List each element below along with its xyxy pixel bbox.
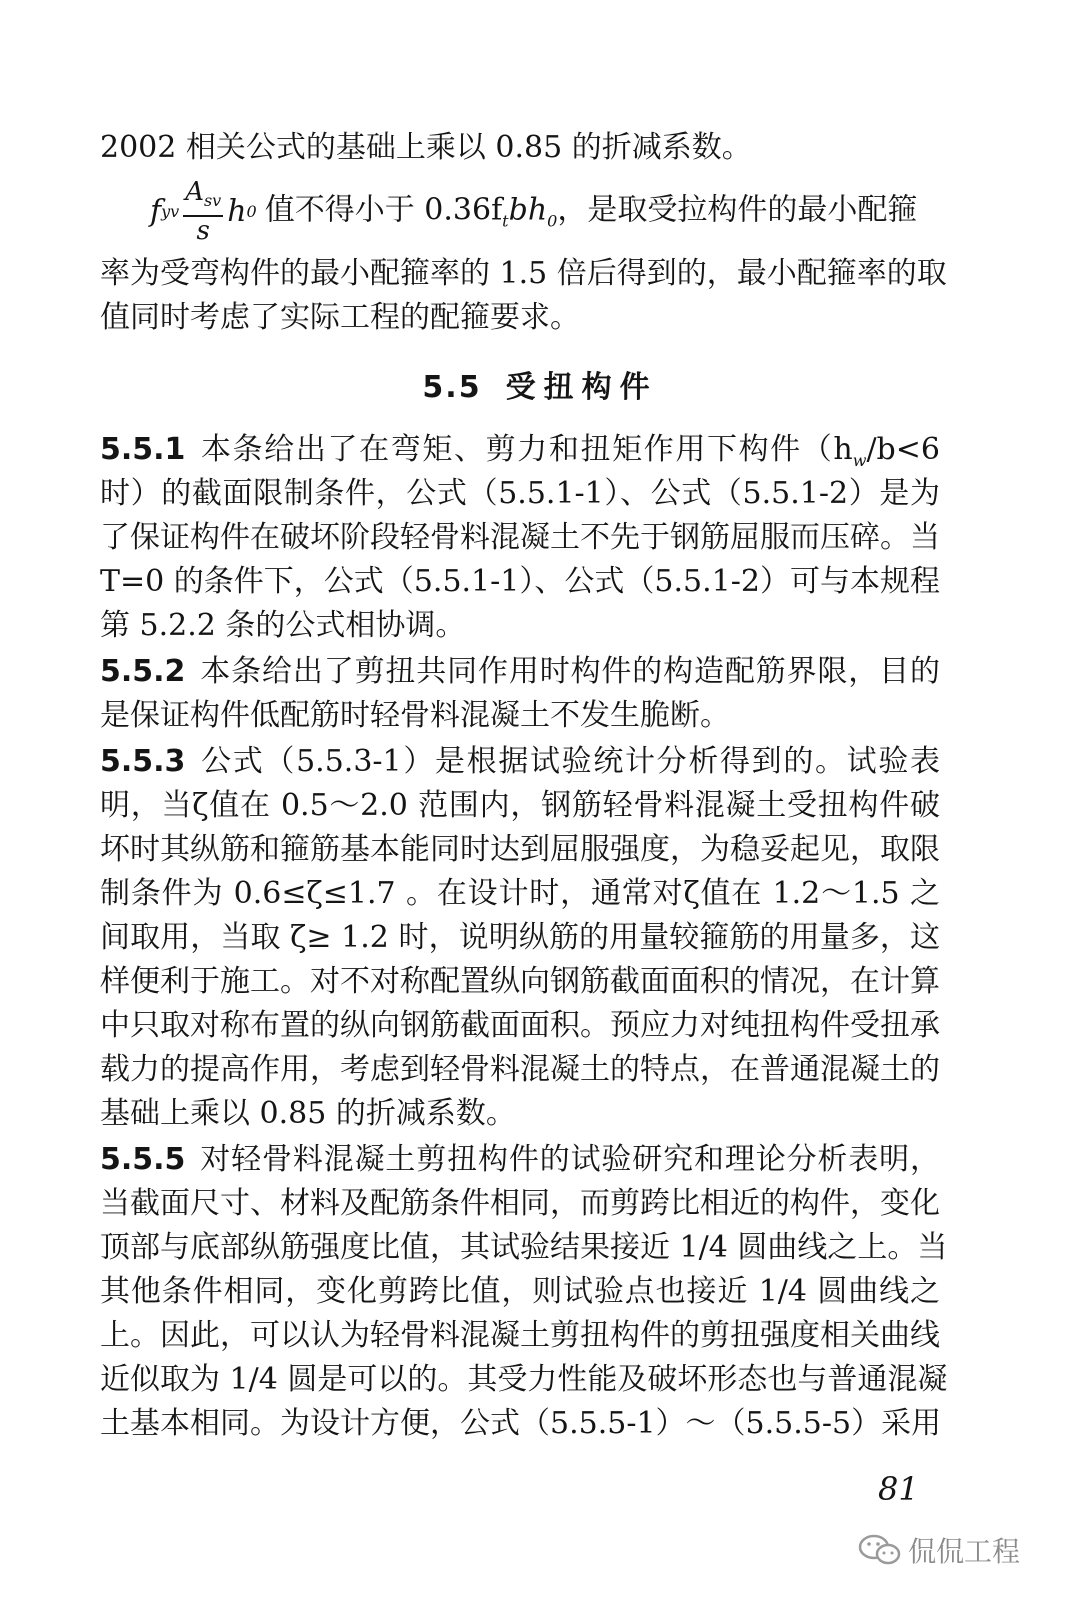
- clause-553-line-2: 明，当ζ值在 0.5～2.0 范围内，钢筋轻骨料混凝土受扭构件破: [100, 788, 940, 823]
- formula-rest2-sub: 0: [547, 211, 558, 231]
- page-number: 81: [878, 1470, 919, 1508]
- clause-555-line-5: 上。因此，可以认为轻骨料混凝土剪扭构件的剪扭强度相关曲线: [100, 1318, 940, 1353]
- clause-number: 5.5.2: [100, 654, 186, 689]
- formula-f-sub: yv: [161, 201, 180, 221]
- watermark: [858, 1530, 1020, 1570]
- formula-rest-sub: t: [502, 211, 509, 231]
- formula-numerator: [183, 178, 223, 217]
- formula-rest: 值不得小于 0.36f: [264, 192, 503, 228]
- clause-553-line-1: [100, 740, 940, 784]
- formula-line: [150, 178, 940, 245]
- formula-fraction: [183, 178, 223, 245]
- intro-line-3: 率为受弯构件的最小配箍率的 1.5 倍后得到的，最小配箍率的取: [100, 256, 947, 291]
- clause-553-line-5: 间取用，当取 ζ≥ 1.2 时，说明纵筋的用量较箍筋的用量多，这: [100, 920, 940, 955]
- clause-555-line-4: 其他条件相同，变化剪跨比值，则试验点也接近 1/4 圆曲线之: [100, 1274, 940, 1309]
- section-heading: [0, 362, 1080, 406]
- clause-555-line-6: 近似取为 1/4 圆是可以的。其受力性能及破坏形态也与普通混凝: [100, 1362, 948, 1397]
- clause-553-line-8: 载力的提高作用，考虑到轻骨料混凝土的特点，在普通混凝土的: [100, 1052, 940, 1087]
- intro-line-4: 值同时考虑了实际工程的配箍要求。: [100, 300, 580, 335]
- formula: [150, 178, 257, 245]
- formula-denominator: s: [196, 216, 210, 247]
- clause-551-line-5: 第 5.2.2 条的公式相协调。: [100, 608, 466, 643]
- clause-number: 5.5.5: [100, 1142, 186, 1177]
- formula-h: h: [227, 193, 247, 229]
- section-number: 5.5: [422, 370, 482, 405]
- formula-f: f: [150, 193, 162, 229]
- clause-number: 5.5.1: [100, 432, 186, 467]
- clause-551-line-4: T=0 的条件下，公式（5.5.1-1）、公式（5.5.1-2）可与本规程: [100, 564, 940, 599]
- clause-text: 对轻骨料混凝土剪扭构件的试验研究和理论分析表明，: [199, 1142, 940, 1177]
- clause-553-line-3: 坏时其纵筋和箍筋基本能同时达到屈服强度，为稳妥起见，取限: [100, 832, 940, 867]
- clause-551-line-2: 时）的截面限制条件，公式（5.5.1-1）、公式（5.5.1-2）是为: [100, 476, 940, 511]
- formula-h-sub: 0: [246, 201, 257, 221]
- formula-rest2: bh: [508, 192, 548, 228]
- clause-553-line-7: 中只取对称布置的纵向钢筋截面面积。预应力对纯扭构件受扭承: [100, 1008, 940, 1043]
- clause-553-line-9: 基础上乘以 0.85 的折减系数。: [100, 1096, 516, 1131]
- clause-text: 公式（5.5.3-1）是根据试验统计分析得到的。试验表: [199, 744, 940, 779]
- formula-a: A: [185, 177, 204, 207]
- clause-number: 5.5.3: [100, 744, 186, 779]
- clause-text: 本条给出了在弯矩、剪力和扭矩作用下构件（h: [199, 432, 853, 467]
- watermark-text: 侃侃工程: [908, 1535, 1021, 1568]
- intro-line-1: 2002 相关公式的基础上乘以 0.85 的折减系数。: [100, 130, 752, 165]
- section-title: 受扭构件: [505, 370, 658, 405]
- clause-555-line-7: 土基本相同。为设计方便，公式（5.5.5-1）～（5.5.5-5）采用: [100, 1406, 942, 1441]
- clause-555-line-1: [100, 1138, 940, 1182]
- clause-552-line-1: [100, 650, 940, 694]
- clause-551-line-3: 了保证构件在破坏阶段轻骨料混凝土不先于钢筋屈服而压碎。当: [100, 520, 940, 555]
- clause-555-line-2: 当截面尺寸、材料及配筋条件相同，而剪跨比相近的构件，变化: [100, 1186, 940, 1221]
- clause-553-line-4: 制条件为 0.6≤ζ≤1.7 。在设计时，通常对ζ值在 1.2～1.5 之: [100, 876, 940, 911]
- formula-tail: ，是取受拉构件的最小配箍: [557, 192, 918, 228]
- clause-553-line-6: 样便利于施工。对不对称配置纵向钢筋截面面积的情况，在计算: [100, 964, 940, 999]
- clause-text: 本条给出了剪扭共同作用时构件的构造配筋界限，目的: [199, 654, 940, 689]
- clause-555-line-3: 顶部与底部纵筋强度比值，其试验结果接近 1/4 圆曲线之上。当: [100, 1230, 948, 1265]
- clause-552-line-2: 是保证构件低配筋时轻骨料混凝土不发生脆断。: [100, 698, 730, 733]
- clause-text: /b<6: [866, 432, 940, 467]
- wechat-icon: [858, 1533, 902, 1567]
- formula-a-sub: sv: [203, 191, 222, 211]
- clause-sub: w: [852, 451, 867, 470]
